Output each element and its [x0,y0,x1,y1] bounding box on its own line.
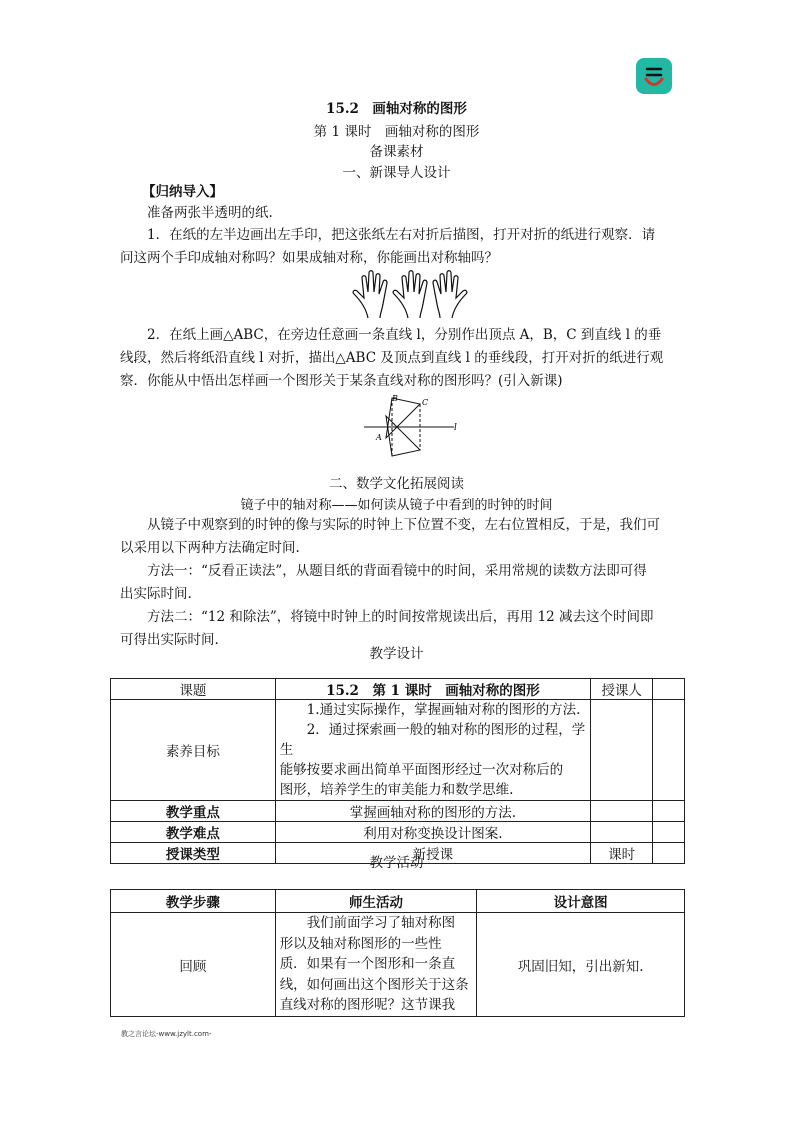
cell-label: 课时 [591,843,653,864]
cell-value: 掌握画轴对称的图形的方法. [275,801,590,822]
label-a: A [376,433,382,442]
section-label: 备课素材 [369,144,424,160]
label-c: C [422,398,429,407]
activity-line: 线，如何画出这个图形关于这条 [279,976,469,993]
cell-label: 教学重点 [111,801,276,822]
column-header: 教学步骤 [111,890,276,913]
part2-subheading: 镜子中的轴对称——如何读从镜子中看到的时钟的时间 [240,498,553,513]
part2-p3-line1: 方法二：“12 和除法”，将镜中时钟上的时间按常规读出后，再用 12 减去这个时间即 [147,609,654,625]
hands-figure [350,268,470,320]
design-heading: 教学设计 [369,646,424,662]
table-row [111,801,685,822]
intro-p2-line3: 察．你能从中悟出怎样画一个图形关于某条直线对称的图形吗？(引入新课) [120,373,563,389]
activity-line: 形以及轴对称图形的一些性 [279,935,442,952]
label-b: B [392,394,398,403]
table-row [111,913,685,1017]
cell-label: 教学难点 [111,822,276,843]
intro-p2-line1: 2．在纸上画△ABC，在旁边任意画一条直线 l，分别作出顶点 A，B，C 到直线 l 的垂 [147,327,662,343]
activity-line: 我们前面学习了轴对称图 [306,915,456,932]
part2-p3-line2: 可得出实际时间. [120,632,219,648]
intro-tag: 【归纳导入】 [142,184,223,200]
activity-heading: 教学活动 [369,855,424,871]
table-row [111,822,685,843]
cell-value [653,679,685,700]
label-l: l [454,423,457,433]
cell-empty [591,801,653,822]
intro-p2-line2: 线段，然后将纸沿直线 l 对折，描出△ABC 及顶点到直线 l 的垂线段，打开对折的纸进行观 [120,350,664,366]
intro-line: 准备两张半透明的纸. [147,205,273,221]
table-row [111,679,685,700]
activity-table [110,889,685,1017]
part2-p2-line1: 方法一：“反看正读法”，从题目纸的背面看镜中的时间，采用常规的读数方法即可得 [147,563,647,579]
cell-empty [591,822,653,843]
triangle-reflection-figure [362,392,462,462]
table-header-row [111,890,685,913]
cell-label: 课题 [111,679,276,700]
step-cell: 回顾 [111,913,276,1017]
lesson-title: 第 1 课时 画轴对称的图形 [313,124,480,140]
cell-label: 授课类型 [111,843,276,864]
footer-text: 教之言论坛-www.jzylt.com- [121,1030,212,1038]
part2-p1-line1: 从镜子中观察到的时钟的像与实际的时钟上下位置不变，左右位置相反，于是，我们可 [147,517,660,533]
cell-label: 授课人 [591,679,653,700]
objective-line: 图形，培养学生的审美能力和数学思维. [279,782,514,798]
part2-p2-line2: 出实际时间. [120,586,192,602]
design-table [110,678,685,864]
part1-heading: 一、新课导人设计 [342,165,451,181]
app-logo-icon [636,58,672,94]
cell-empty [653,801,685,822]
page-title: 15.2 画轴对称的图形 [326,101,467,117]
cell-value: 新授课 [275,843,590,864]
cell-label: 素养目标 [111,700,276,801]
intro-p1-line2: 问这两个手印成轴对称吗？如果成轴对称，你能画出对称轴吗？ [120,250,498,266]
activity-line: 直线对称的图形呢？这节课我 [279,997,456,1014]
intent-cell: 巩固旧知，引出新知. [477,913,685,1017]
cell-empty [591,700,653,801]
column-header: 师生活动 [275,890,477,913]
cell-empty [653,700,685,801]
cell-value: 利用对称变换设计图案. [275,822,590,843]
table-row [111,700,685,801]
cell-empty [653,822,685,843]
column-header: 设计意图 [477,890,685,913]
part2-p1-line2: 以采用以下两种方法确定时间. [120,540,300,556]
cell-value: 15.2 第 1 课时 画轴对称的图形 [275,679,590,700]
objective-line: 1.通过实际操作，掌握画轴对称的图形的方法. [306,702,581,718]
intro-p1-line1: 1．在纸的左半边画出左手印，把这张纸左右对折后描图，打开对折的纸进行观察．请 [147,227,656,243]
activity-line: 质．如果有一个图形和一条直 [279,956,456,973]
objective-line: 2．通过探索画一般的轴对称的图形的过程，学生 [279,722,586,758]
objective-line: 能够按要求画出简单平面图形经过一次对称后的 [279,762,564,778]
part2-heading: 二、数学文化拓展阅读 [329,476,464,492]
activity-cell [275,913,477,1017]
cell-value [275,700,590,801]
